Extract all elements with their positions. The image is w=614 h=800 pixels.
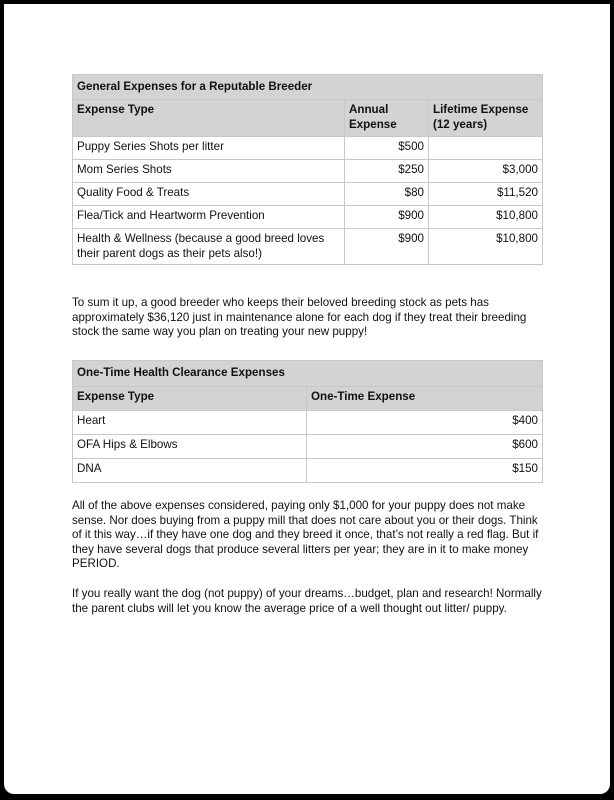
table-row xyxy=(73,434,543,458)
header-expense-type: Expense Type xyxy=(73,386,307,410)
annual-expense-cell: $500 xyxy=(345,137,429,160)
expense-type-cell: Flea/Tick and Heartworm Prevention xyxy=(73,206,345,229)
expense-type-cell: DNA xyxy=(73,458,307,482)
expense-type-cell: Puppy Series Shots per litter xyxy=(73,137,345,160)
health-clearance-title: One-Time Health Clearance Expenses xyxy=(73,360,543,386)
summary-paragraph: To sum it up, a good breeder who keeps their beloved breeding stock as pets has approximately $36,120 just in maintenance alone for each dog if they treat their breeding stock the same way you plan on treating your new puppy! xyxy=(72,296,527,339)
header-one-time-expense: One-Time Expense xyxy=(307,386,543,410)
expense-type-cell: Health & Wellness (because a good breed loves their parent dogs as their pets also!) xyxy=(73,229,345,265)
expense-type-cell: Mom Series Shots xyxy=(73,160,345,183)
table-header-row xyxy=(73,386,543,410)
table-row xyxy=(73,410,543,434)
table-row xyxy=(73,458,543,482)
document-content xyxy=(72,74,542,616)
annual-expense-cell: $900 xyxy=(345,229,429,265)
lifetime-expense-cell: $10,800 xyxy=(429,206,543,229)
header-lifetime-expense: Lifetime Expense (12 years) xyxy=(429,100,543,137)
annual-expense-cell: $900 xyxy=(345,206,429,229)
considerations-paragraph: All of the above expenses considered, paying only $1,000 for your puppy does not make sense. Nor does buying from a puppy mill that does not care about you or their dogs. Think of it this way…if they have one dog and they breed it once, that’s not really a red flag. But if they have several dogs that produce several litters per year; they are in it to make money PERIOD. xyxy=(72,498,539,571)
lifetime-expense-cell: $10,800 xyxy=(429,229,543,265)
lifetime-expense-cell xyxy=(429,137,543,160)
health-clearance-table xyxy=(72,360,543,483)
expense-type-cell: OFA Hips & Elbows xyxy=(73,434,307,458)
table-row xyxy=(73,160,543,183)
table-row xyxy=(73,183,543,206)
expense-type-cell: Quality Food & Treats xyxy=(73,183,345,206)
lifetime-expense-cell: $11,520 xyxy=(429,183,543,206)
annual-expense-cell: $250 xyxy=(345,160,429,183)
header-annual-expense: Annual Expense xyxy=(345,100,429,137)
expense-type-cell: Heart xyxy=(73,410,307,434)
table-title-row xyxy=(73,360,543,386)
table-title-row xyxy=(73,75,543,100)
document-page xyxy=(4,4,610,794)
table-row xyxy=(73,206,543,229)
one-time-expense-cell: $150 xyxy=(307,458,543,482)
header-expense-type: Expense Type xyxy=(73,100,345,137)
advice-paragraph: If you really want the dog (not puppy) of your dreams…budget, plan and research! Normally the parent clubs will let you know the average price of a well thought out litter/ puppy. xyxy=(72,586,542,615)
table-row xyxy=(73,229,543,265)
annual-expense-cell: $80 xyxy=(345,183,429,206)
general-expenses-table xyxy=(72,74,543,265)
one-time-expense-cell: $600 xyxy=(307,434,543,458)
table-header-row xyxy=(73,100,543,137)
lifetime-expense-cell: $3,000 xyxy=(429,160,543,183)
general-expenses-title: General Expenses for a Reputable Breeder xyxy=(73,75,543,100)
one-time-expense-cell: $400 xyxy=(307,410,543,434)
table-row xyxy=(73,137,543,160)
